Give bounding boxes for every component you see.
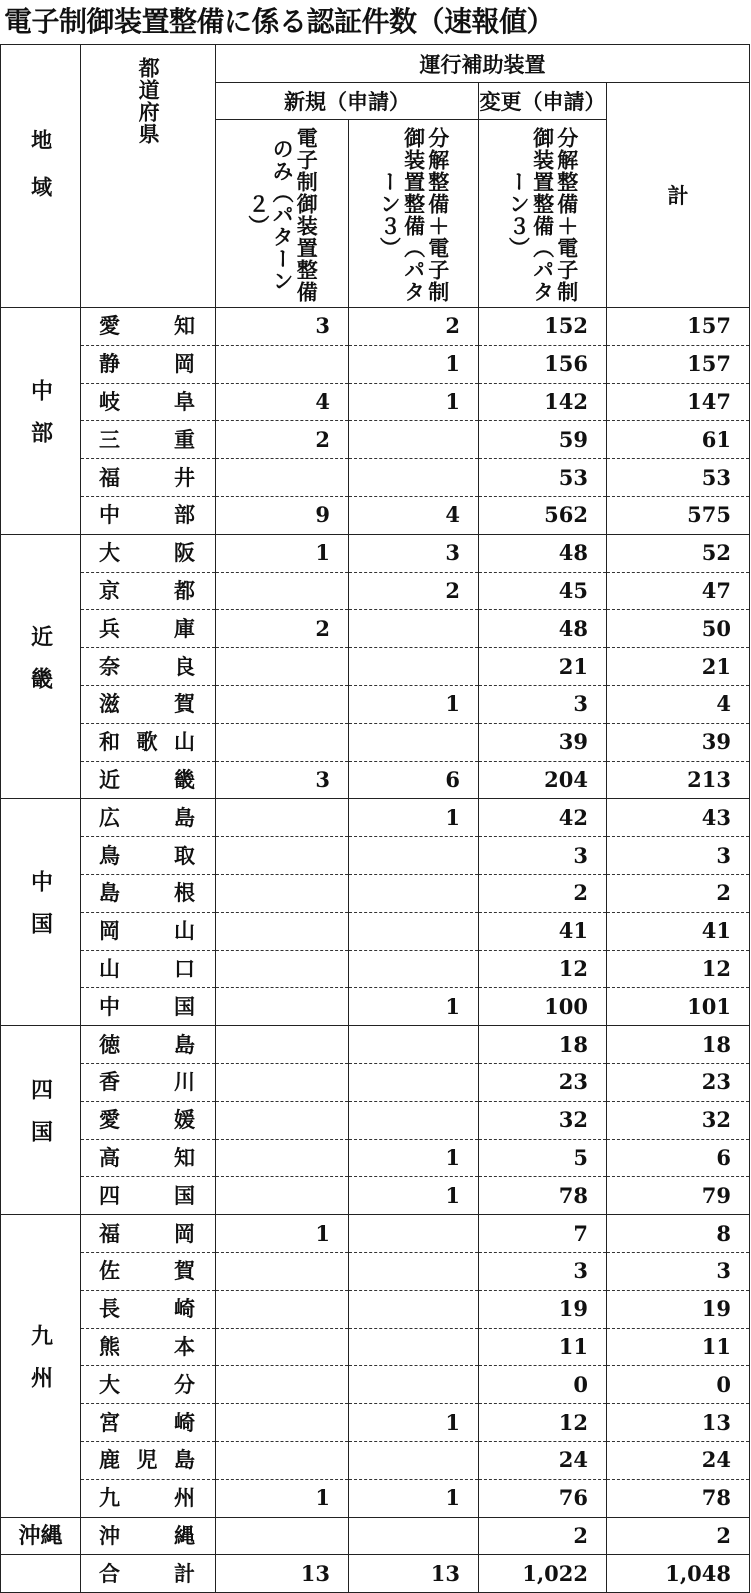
value-cell-c2 <box>349 874 479 912</box>
table-row <box>1 723 750 761</box>
header-col1: 電子制御装置整備のみ（パターン２） <box>216 120 349 308</box>
value-cell-c2 <box>349 723 479 761</box>
table-row <box>1 496 750 534</box>
table-row <box>1 950 750 988</box>
value-cell-c3: 53 <box>479 459 607 497</box>
value-cell-c3: 76 <box>479 1479 607 1517</box>
table-row <box>1 988 750 1026</box>
value-cell-c2: 2 <box>349 308 479 346</box>
value-cell-c1 <box>216 1366 349 1404</box>
page-title: 電子制御装置整備に係る認証件数（速報値） <box>4 5 555 38</box>
value-cell-c2 <box>349 1101 479 1139</box>
value-cell-total: 0 <box>607 1366 750 1404</box>
prefecture-cell: 大 分 <box>81 1366 216 1404</box>
table-row <box>1 383 750 421</box>
value-cell-total: 43 <box>607 799 750 837</box>
table-row <box>1 534 750 572</box>
table-row <box>1 345 750 383</box>
value-cell-c1 <box>216 459 349 497</box>
table-row <box>1 459 750 497</box>
value-cell-total: 52 <box>607 534 750 572</box>
value-cell-total: 2 <box>607 874 750 912</box>
value-cell-c3: 152 <box>479 308 607 346</box>
prefecture-cell: 広 島 <box>81 799 216 837</box>
value-cell-total: 11 <box>607 1328 750 1366</box>
value-cell-c2 <box>349 648 479 686</box>
value-cell-c1 <box>216 1026 349 1064</box>
value-cell-c1 <box>216 988 349 1026</box>
value-cell-total: 41 <box>607 912 750 950</box>
table-row <box>1 1441 750 1479</box>
value-cell-c1 <box>216 1441 349 1479</box>
value-cell-c2 <box>349 837 479 875</box>
value-cell-c2: 1 <box>349 1479 479 1517</box>
prefecture-cell: 合 計 <box>81 1555 216 1593</box>
value-cell-c1 <box>216 1101 349 1139</box>
value-cell-c1 <box>216 572 349 610</box>
value-cell-total: 4 <box>607 685 750 723</box>
value-cell-c1 <box>216 1404 349 1442</box>
table-row <box>1 1139 750 1177</box>
table-body <box>1 308 750 1593</box>
value-cell-c3: 19 <box>479 1290 607 1328</box>
prefecture-cell: 徳 島 <box>81 1026 216 1064</box>
header-region: 地域 <box>1 45 81 308</box>
value-cell-c2 <box>349 950 479 988</box>
value-cell-c1 <box>216 1328 349 1366</box>
region-cell: 沖縄 <box>1 1517 81 1555</box>
value-cell-c1: 1 <box>216 1479 349 1517</box>
value-cell-c2: 1 <box>349 685 479 723</box>
value-cell-total: 19 <box>607 1290 750 1328</box>
value-cell-total: 147 <box>607 383 750 421</box>
value-cell-total: 8 <box>607 1215 750 1253</box>
region-cell: 四国 <box>1 1026 81 1215</box>
prefecture-cell: 山 口 <box>81 950 216 988</box>
table-row <box>1 1479 750 1517</box>
value-cell-c2: 1 <box>349 799 479 837</box>
value-cell-c1 <box>216 1252 349 1290</box>
value-cell-c3: 0 <box>479 1366 607 1404</box>
value-cell-c3: 48 <box>479 610 607 648</box>
table-row <box>1 761 750 799</box>
value-cell-c1: 1 <box>216 1215 349 1253</box>
value-cell-c2 <box>349 1441 479 1479</box>
table-row <box>1 1215 750 1253</box>
table-row <box>1 1555 750 1593</box>
region-cell: 近畿 <box>1 534 81 799</box>
value-cell-c1 <box>216 1290 349 1328</box>
value-cell-c3: 12 <box>479 950 607 988</box>
value-cell-c1 <box>216 1177 349 1215</box>
value-cell-total: 21 <box>607 648 750 686</box>
value-cell-c3: 78 <box>479 1177 607 1215</box>
value-cell-total: 2 <box>607 1517 750 1555</box>
value-cell-total: 79 <box>607 1177 750 1215</box>
value-cell-c1 <box>216 648 349 686</box>
value-cell-c1 <box>216 723 349 761</box>
prefecture-cell: 高 知 <box>81 1139 216 1177</box>
value-cell-total: 32 <box>607 1101 750 1139</box>
value-cell-c1 <box>216 1517 349 1555</box>
value-cell-total: 53 <box>607 459 750 497</box>
value-cell-total: 157 <box>607 345 750 383</box>
certification-table <box>0 44 750 1593</box>
value-cell-c3: 100 <box>479 988 607 1026</box>
prefecture-cell: 岡 山 <box>81 912 216 950</box>
table-row <box>1 1517 750 1555</box>
prefecture-cell: 九 州 <box>81 1479 216 1517</box>
prefecture-cell: 三 重 <box>81 421 216 459</box>
value-cell-c2 <box>349 459 479 497</box>
table-row <box>1 1177 750 1215</box>
table-row <box>1 308 750 346</box>
value-cell-c2: 1 <box>349 383 479 421</box>
value-cell-c3: 204 <box>479 761 607 799</box>
table-row <box>1 1026 750 1064</box>
prefecture-cell: 四 国 <box>81 1177 216 1215</box>
prefecture-cell: 鹿 児 島 <box>81 1441 216 1479</box>
table-row <box>1 799 750 837</box>
value-cell-c3: 24 <box>479 1441 607 1479</box>
value-cell-c1: 2 <box>216 610 349 648</box>
value-cell-c3: 21 <box>479 648 607 686</box>
table-row <box>1 648 750 686</box>
prefecture-cell: 宮 崎 <box>81 1404 216 1442</box>
value-cell-c2 <box>349 421 479 459</box>
value-cell-c3: 2 <box>479 1517 607 1555</box>
value-cell-c3: 11 <box>479 1328 607 1366</box>
prefecture-cell: 滋 賀 <box>81 685 216 723</box>
value-cell-c2 <box>349 1215 479 1253</box>
value-cell-c3: 39 <box>479 723 607 761</box>
value-cell-c2: 1 <box>349 1404 479 1442</box>
value-cell-c1 <box>216 1139 349 1177</box>
value-cell-c3: 562 <box>479 496 607 534</box>
value-cell-c1: 2 <box>216 421 349 459</box>
value-cell-c1 <box>216 874 349 912</box>
value-cell-c1: 13 <box>216 1555 349 1593</box>
prefecture-cell: 愛 知 <box>81 308 216 346</box>
header-change: 変更（申請） <box>479 83 607 120</box>
value-cell-total: 47 <box>607 572 750 610</box>
prefecture-cell: 香 川 <box>81 1063 216 1101</box>
value-cell-c3: 32 <box>479 1101 607 1139</box>
value-cell-total: 12 <box>607 950 750 988</box>
header-col2: 分解整備＋電子制御装置整備（パターン３） <box>349 120 479 308</box>
table-row <box>1 837 750 875</box>
value-cell-c2 <box>349 1366 479 1404</box>
value-cell-c3: 142 <box>479 383 607 421</box>
value-cell-c3: 7 <box>479 1215 607 1253</box>
value-cell-c3: 48 <box>479 534 607 572</box>
prefecture-cell: 和 歌 山 <box>81 723 216 761</box>
table-row <box>1 610 750 648</box>
prefecture-cell: 兵 庫 <box>81 610 216 648</box>
table-row <box>1 421 750 459</box>
prefecture-cell: 中 部 <box>81 496 216 534</box>
value-cell-c3: 42 <box>479 799 607 837</box>
value-cell-total: 50 <box>607 610 750 648</box>
value-cell-c3: 45 <box>479 572 607 610</box>
prefecture-cell: 鳥 取 <box>81 837 216 875</box>
value-cell-c2 <box>349 1063 479 1101</box>
prefecture-cell: 長 崎 <box>81 1290 216 1328</box>
value-cell-total: 78 <box>607 1479 750 1517</box>
value-cell-c2: 1 <box>349 1177 479 1215</box>
value-cell-c3: 3 <box>479 837 607 875</box>
prefecture-cell: 熊 本 <box>81 1328 216 1366</box>
value-cell-c2 <box>349 912 479 950</box>
table-row <box>1 1404 750 1442</box>
region-cell: 中部 <box>1 308 81 535</box>
value-cell-c2: 1 <box>349 345 479 383</box>
value-cell-total: 18 <box>607 1026 750 1064</box>
value-cell-c2: 2 <box>349 572 479 610</box>
value-cell-total: 575 <box>607 496 750 534</box>
value-cell-c2 <box>349 610 479 648</box>
value-cell-c3: 59 <box>479 421 607 459</box>
value-cell-c1 <box>216 1063 349 1101</box>
value-cell-c2 <box>349 1026 479 1064</box>
value-cell-c1 <box>216 685 349 723</box>
value-cell-c3: 41 <box>479 912 607 950</box>
value-cell-total: 213 <box>607 761 750 799</box>
value-cell-total: 61 <box>607 421 750 459</box>
prefecture-cell: 福 井 <box>81 459 216 497</box>
value-cell-total: 3 <box>607 1252 750 1290</box>
region-cell <box>1 1555 81 1593</box>
prefecture-cell: 沖 縄 <box>81 1517 216 1555</box>
value-cell-total: 101 <box>607 988 750 1026</box>
value-cell-c1 <box>216 345 349 383</box>
value-cell-total: 3 <box>607 837 750 875</box>
value-cell-c1 <box>216 950 349 988</box>
prefecture-cell: 佐 賀 <box>81 1252 216 1290</box>
prefecture-cell: 奈 良 <box>81 648 216 686</box>
value-cell-c3: 1,022 <box>479 1555 607 1593</box>
table-row <box>1 685 750 723</box>
prefecture-cell: 島 根 <box>81 874 216 912</box>
value-cell-c3: 12 <box>479 1404 607 1442</box>
header-col3: 分解整備＋電子制御装置整備（パターン３） <box>479 120 607 308</box>
region-cell: 九州 <box>1 1215 81 1517</box>
region-cell: 中国 <box>1 799 81 1026</box>
value-cell-c2: 13 <box>349 1555 479 1593</box>
header-new: 新規（申請） <box>216 83 479 120</box>
prefecture-cell: 福 岡 <box>81 1215 216 1253</box>
prefecture-cell: 京 都 <box>81 572 216 610</box>
table-row <box>1 572 750 610</box>
value-cell-c2 <box>349 1290 479 1328</box>
value-cell-c2: 1 <box>349 1139 479 1177</box>
value-cell-total: 24 <box>607 1441 750 1479</box>
value-cell-total: 157 <box>607 308 750 346</box>
prefecture-cell: 愛 媛 <box>81 1101 216 1139</box>
value-cell-c1 <box>216 799 349 837</box>
value-cell-c1 <box>216 837 349 875</box>
value-cell-c2 <box>349 1328 479 1366</box>
value-cell-c1: 4 <box>216 383 349 421</box>
value-cell-c3: 2 <box>479 874 607 912</box>
value-cell-c3: 23 <box>479 1063 607 1101</box>
table-row <box>1 1101 750 1139</box>
table-row <box>1 1290 750 1328</box>
value-cell-c3: 5 <box>479 1139 607 1177</box>
table-row <box>1 1328 750 1366</box>
value-cell-c2: 6 <box>349 761 479 799</box>
prefecture-cell: 静 岡 <box>81 345 216 383</box>
prefecture-cell: 近 畿 <box>81 761 216 799</box>
value-cell-c1: 3 <box>216 761 349 799</box>
value-cell-c2: 3 <box>349 534 479 572</box>
prefecture-cell: 大 阪 <box>81 534 216 572</box>
header-group: 運行補助装置 <box>216 45 750 83</box>
value-cell-total: 23 <box>607 1063 750 1101</box>
header-prefecture: 都道府県 <box>81 45 216 308</box>
value-cell-c1: 3 <box>216 308 349 346</box>
value-cell-c3: 156 <box>479 345 607 383</box>
table-row <box>1 912 750 950</box>
value-cell-total: 6 <box>607 1139 750 1177</box>
value-cell-c2: 4 <box>349 496 479 534</box>
value-cell-c1 <box>216 912 349 950</box>
header-total: 計 <box>607 83 750 308</box>
prefecture-cell: 中 国 <box>81 988 216 1026</box>
value-cell-total: 39 <box>607 723 750 761</box>
value-cell-c1: 9 <box>216 496 349 534</box>
table-row <box>1 1366 750 1404</box>
value-cell-total: 13 <box>607 1404 750 1442</box>
value-cell-c3: 3 <box>479 1252 607 1290</box>
value-cell-total: 1,048 <box>607 1555 750 1593</box>
table-row <box>1 1252 750 1290</box>
prefecture-cell: 岐 阜 <box>81 383 216 421</box>
value-cell-c2: 1 <box>349 988 479 1026</box>
value-cell-c3: 18 <box>479 1026 607 1064</box>
value-cell-c2 <box>349 1252 479 1290</box>
value-cell-c1: 1 <box>216 534 349 572</box>
table-row <box>1 874 750 912</box>
value-cell-c3: 3 <box>479 685 607 723</box>
value-cell-c2 <box>349 1517 479 1555</box>
table-row <box>1 1063 750 1101</box>
